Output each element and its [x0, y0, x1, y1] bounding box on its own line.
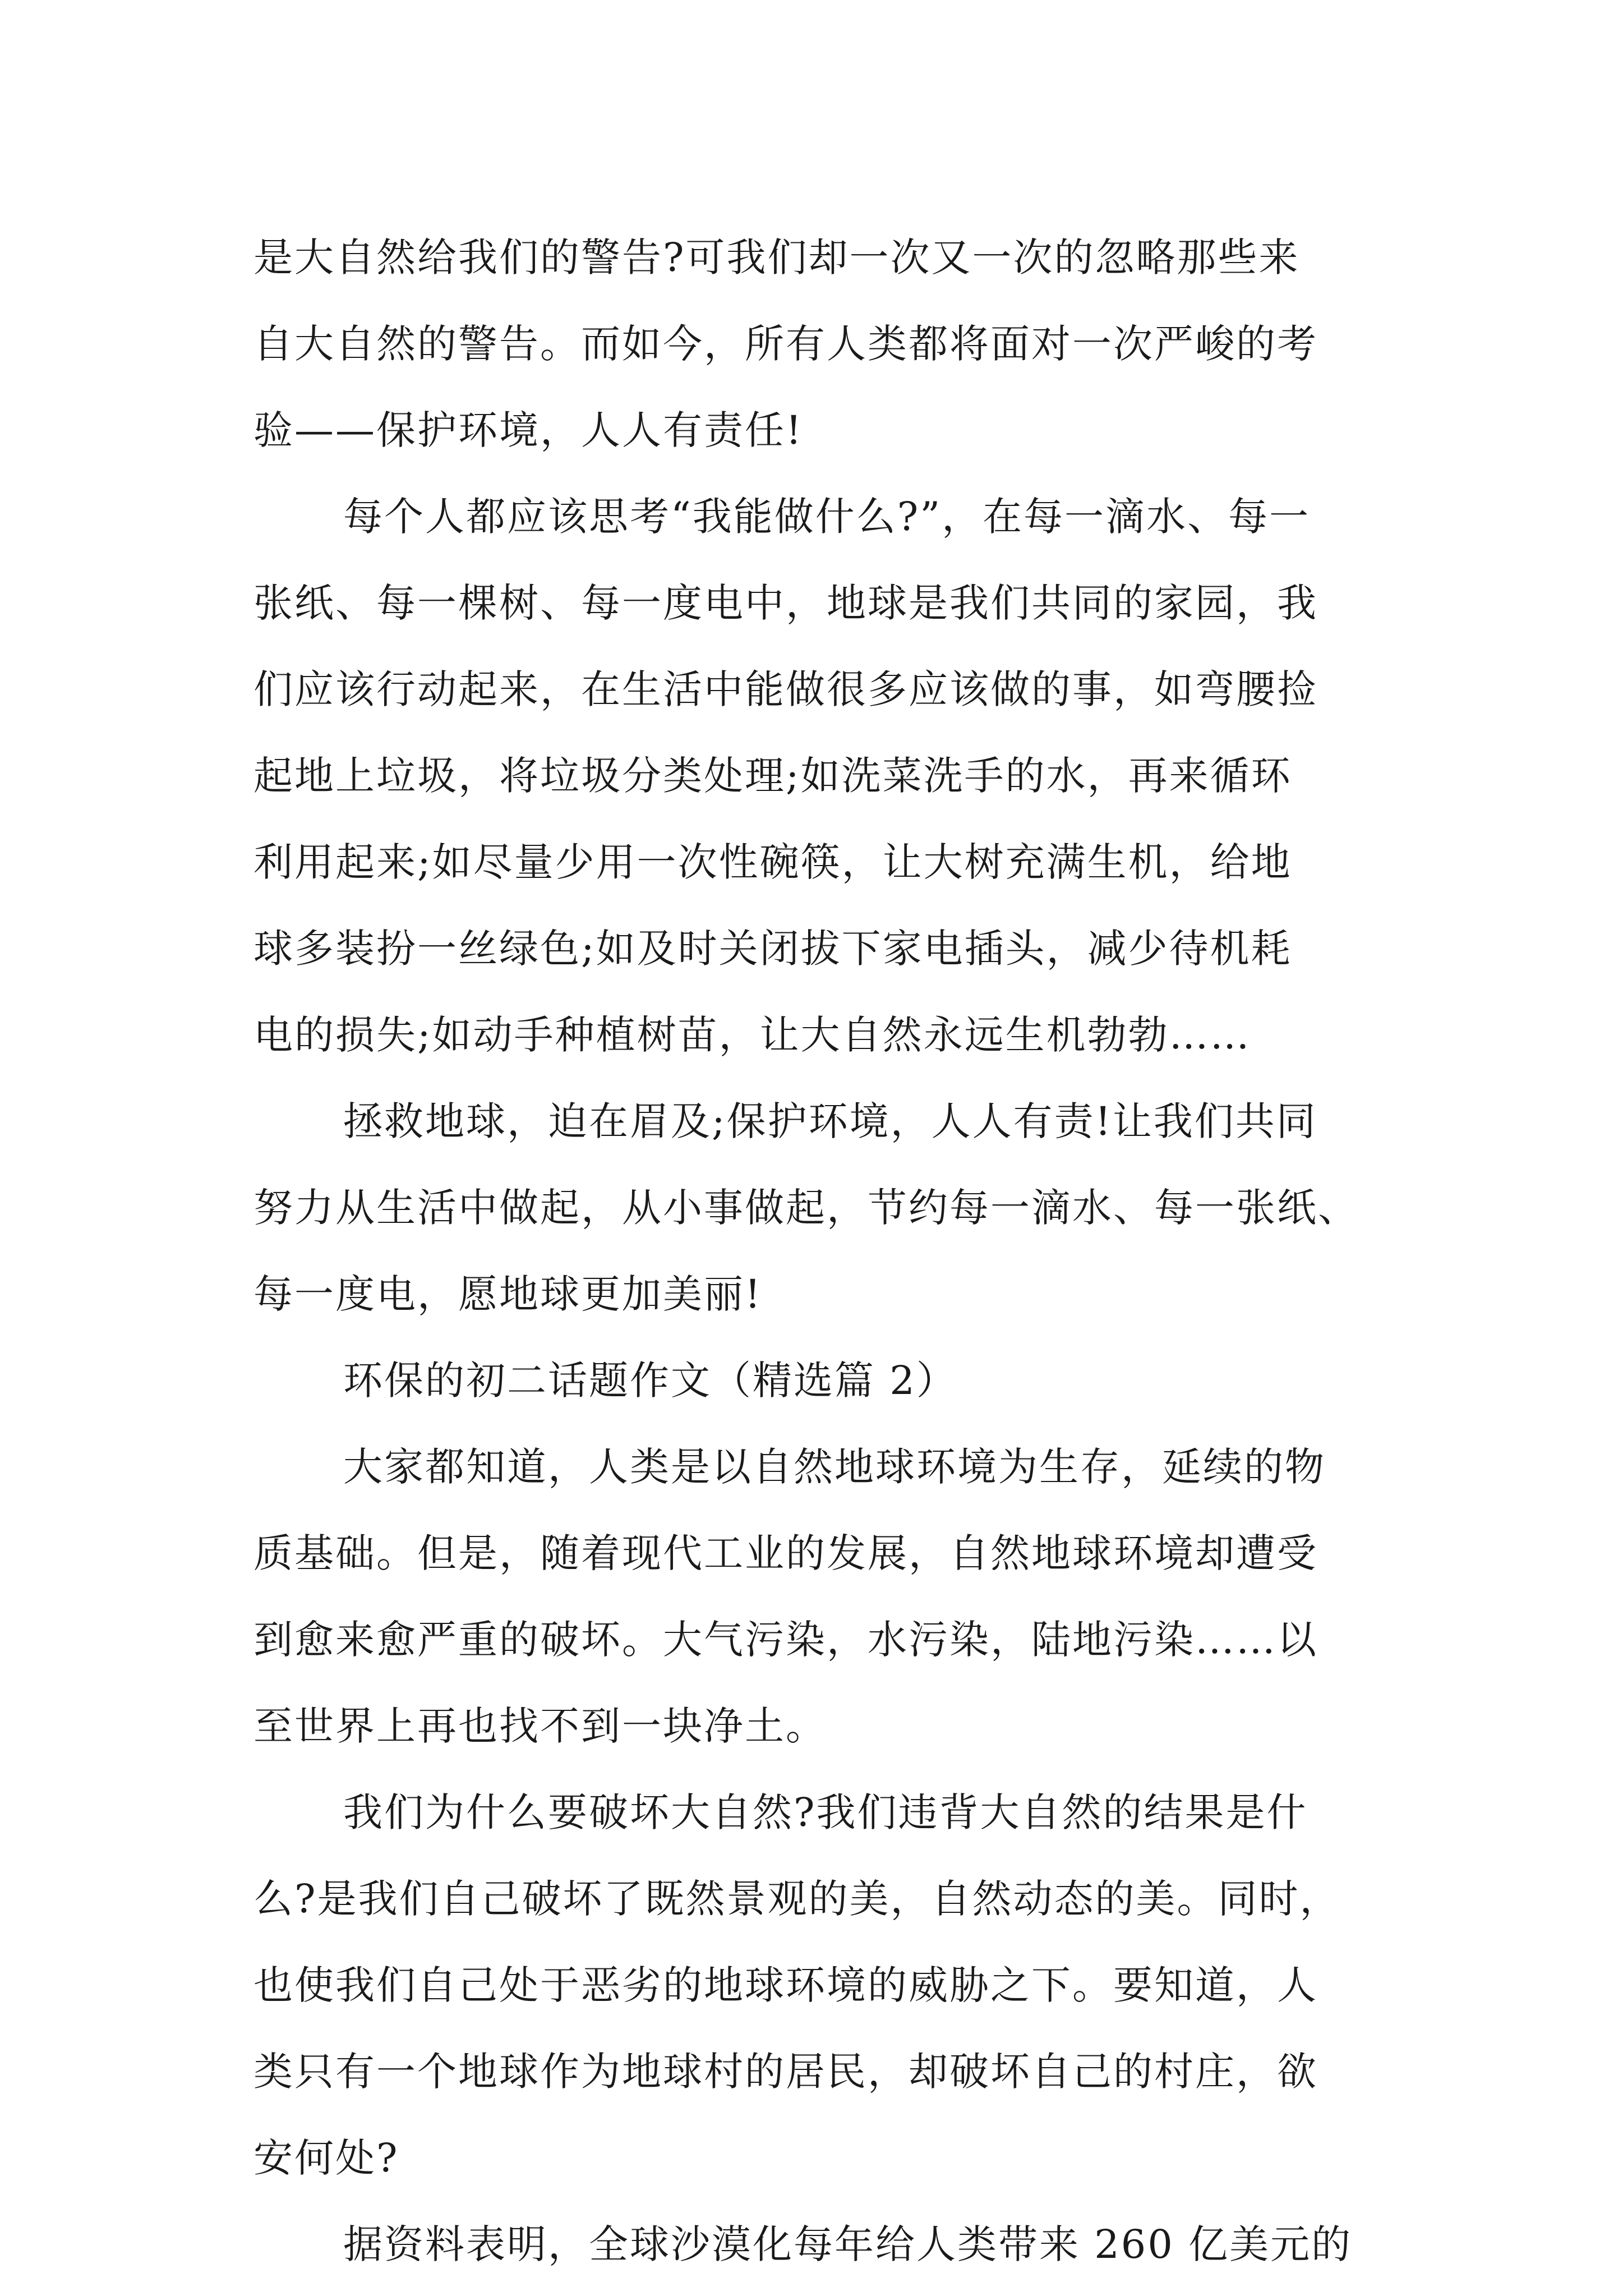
- text-line: 也使我们自己处于恶劣的地球环境的威胁之下。要知道，人: [253, 1962, 1318, 2008]
- text-line: 起地上垃圾，将垃圾分类处理;如洗菜洗手的水，再来循环: [253, 753, 1292, 799]
- text-line: 验——保护环境，人人有责任!: [253, 407, 804, 453]
- text-line: 利用起来;如尽量少用一次性碗筷，让大树充满生机，给地: [253, 839, 1292, 885]
- text-line: 环保的初二话题作文（精选篇 2）: [343, 1358, 957, 1404]
- text-line: 每一度电，愿地球更加美丽!: [253, 1271, 763, 1317]
- text-line: 努力从生活中做起，从小事做起，节约每一滴水、每一张纸、: [253, 1185, 1359, 1231]
- text-line: 大家都知道，人类是以自然地球环境为生存，延续的物: [343, 1444, 1326, 1490]
- text-line: 类只有一个地球作为地球村的居民，却破坏自己的村庄，欲: [253, 2049, 1318, 2095]
- text-line: 张纸、每一棵树、每一度电中，地球是我们共同的家园，我: [253, 580, 1318, 626]
- text-line: 球多装扮一丝绿色;如及时关闭拔下家电插头，减少待机耗: [253, 926, 1292, 972]
- text-line: 安何处?: [253, 2135, 399, 2181]
- text-line: 质基础。但是，随着现代工业的发展，自然地球环境却遭受: [253, 1530, 1318, 1576]
- document-body: [253, 214, 1392, 2288]
- text-line: 我们为什么要破坏大自然?我们违背大自然的结果是什: [343, 1789, 1308, 1835]
- text-line: 拯救地球，迫在眉及;保护环境，人人有责!让我们共同: [343, 1098, 1317, 1144]
- text-line: 是大自然给我们的警告?可我们却一次又一次的忽略那些来: [253, 234, 1300, 280]
- text-line: 至世界上再也找不到一块净土。: [253, 1703, 827, 1749]
- text-line: 们应该行动起来，在生活中能做很多应该做的事，如弯腰捡: [253, 666, 1318, 712]
- text-line: 每个人都应该思考“我能做什么?”，在每一滴水、每一: [343, 494, 1311, 540]
- text-line: 自大自然的警告。而如今，所有人类都将面对一次严峻的考: [253, 321, 1318, 367]
- text-line: 到愈来愈严重的破坏。大气污染，水污染，陆地污染……以: [253, 1617, 1318, 1663]
- text-line: 电的损失;如动手种植树苗，让大自然永远生机勃勃……: [253, 1012, 1251, 1058]
- text-line: 据资料表明，全球沙漠化每年给人类带来 260 亿美元的: [343, 2221, 1353, 2267]
- text-line: 么?是我们自己破坏了既然景观的美，自然动态的美。同时，: [253, 1876, 1341, 1922]
